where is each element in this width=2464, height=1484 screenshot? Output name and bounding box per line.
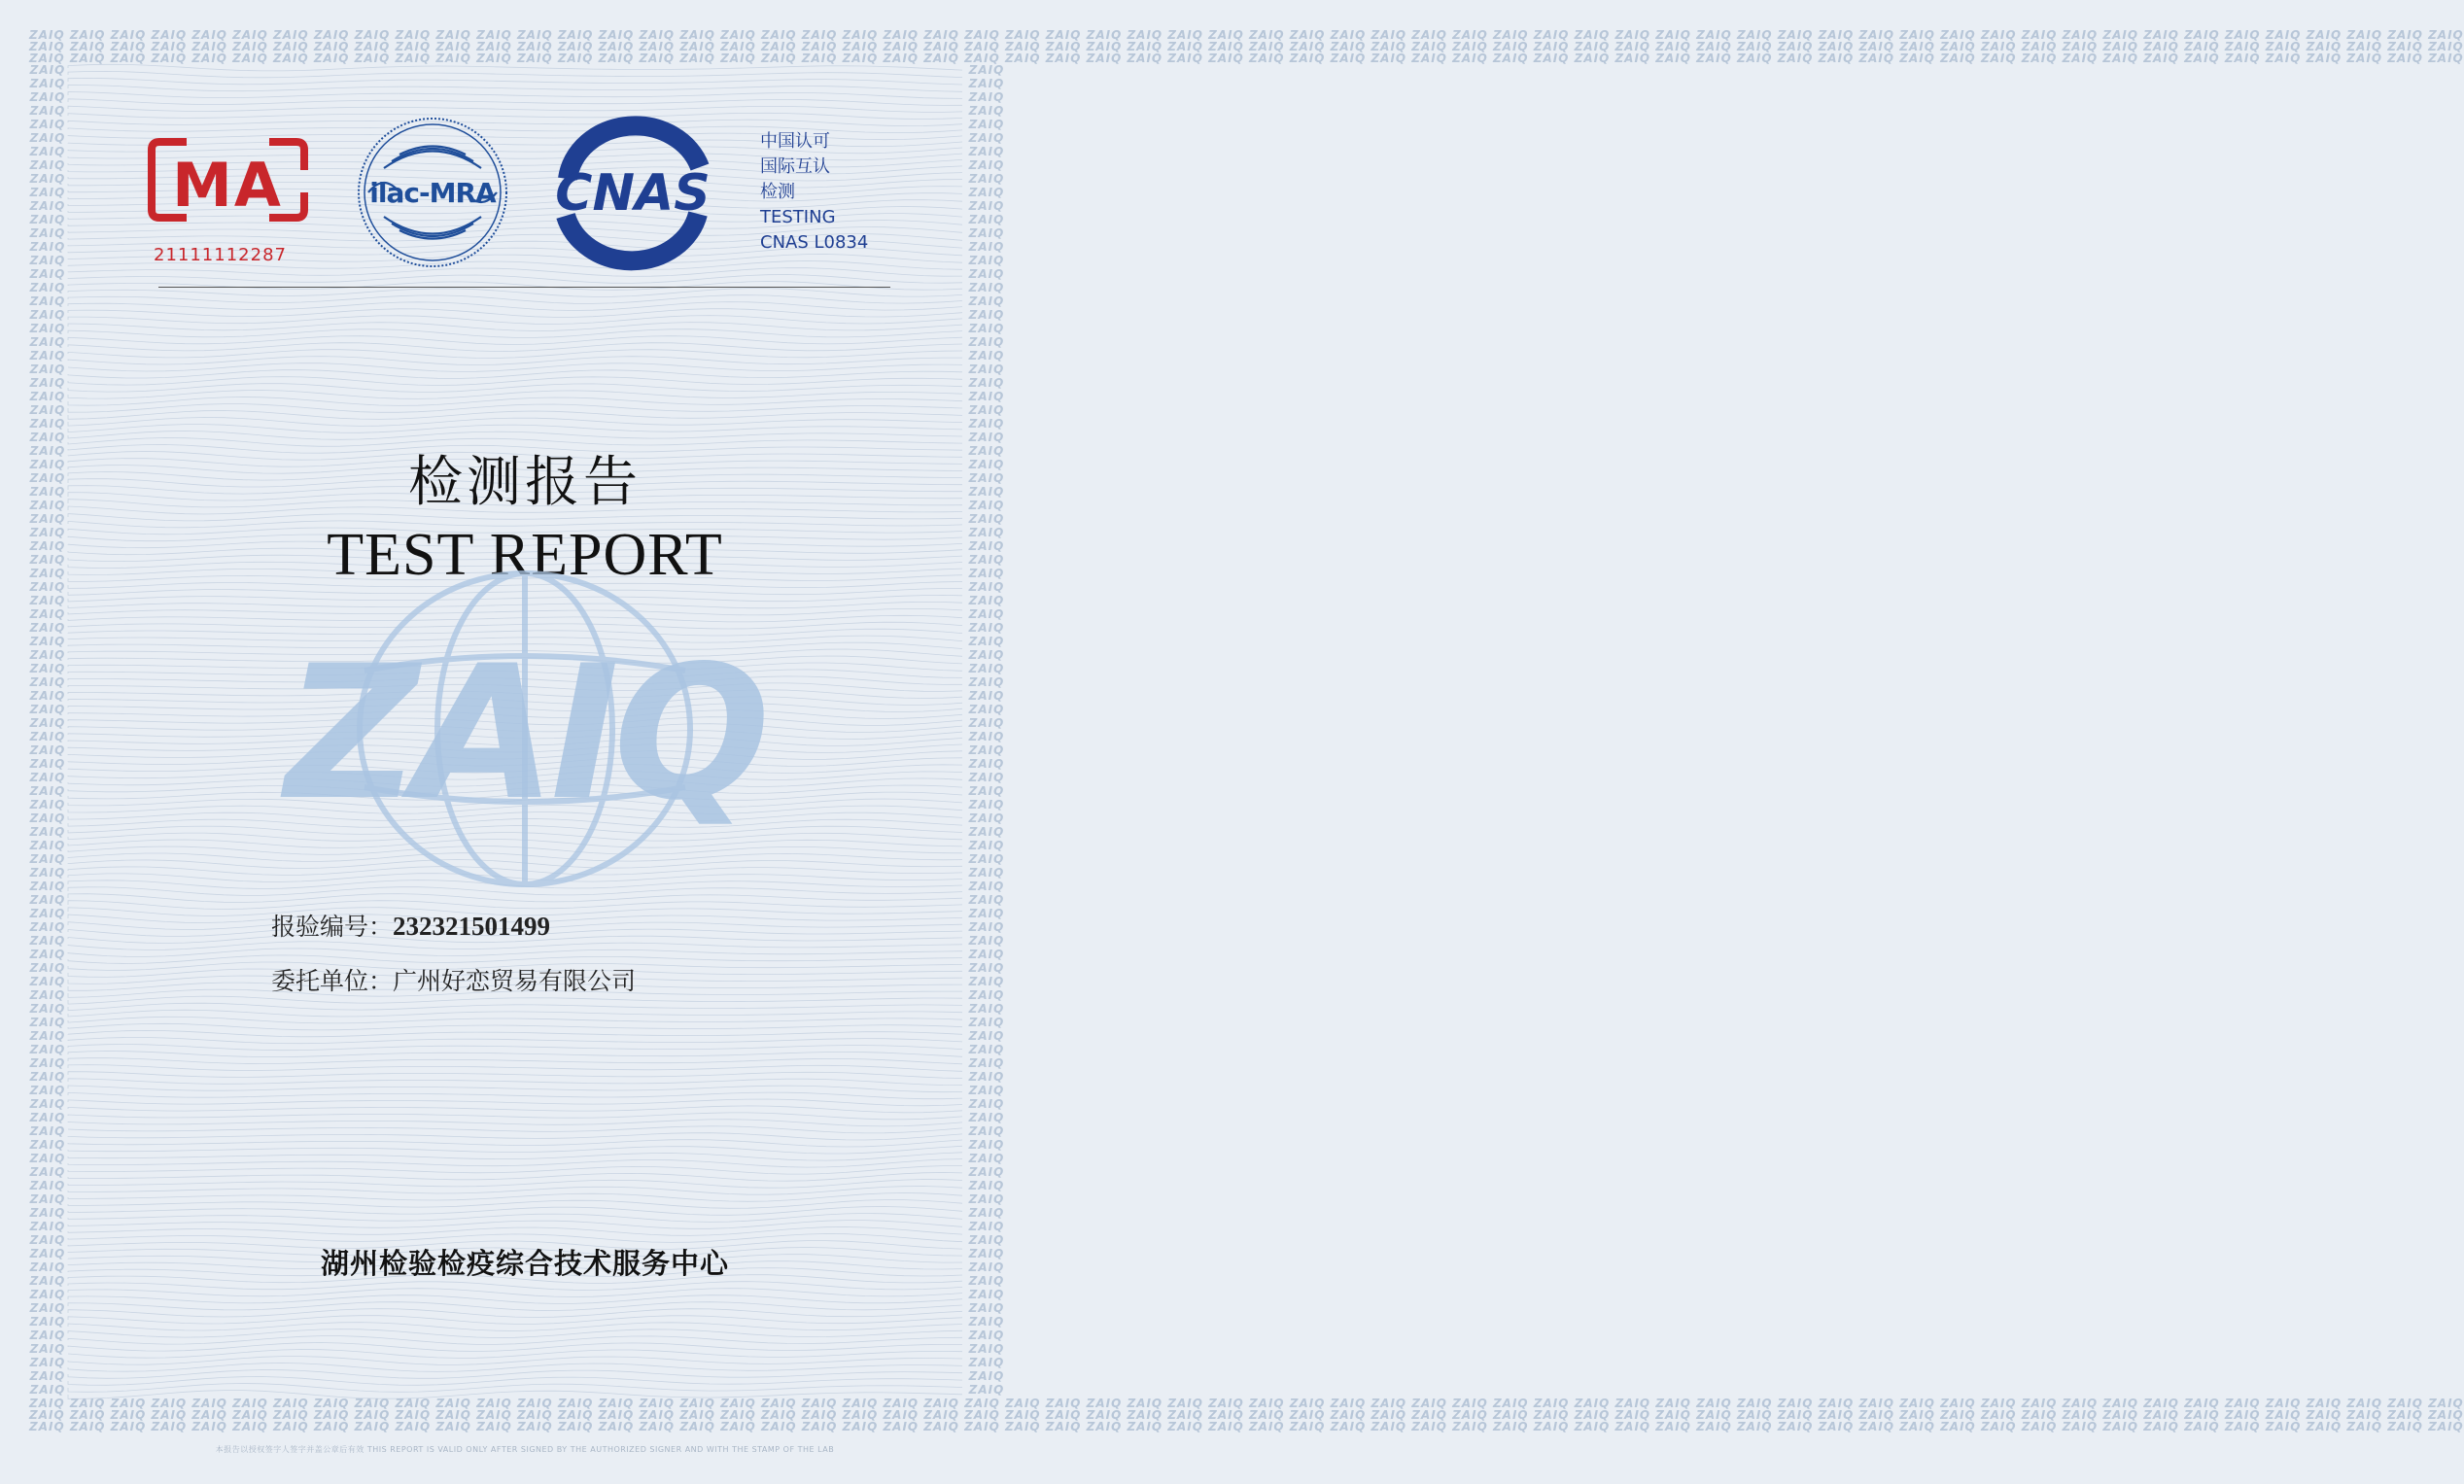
guilloche-line [68,1072,962,1079]
guilloche-line [68,1295,962,1304]
border-pattern-cell: ZAIQ [29,1016,66,1029]
report-title-cn: 检测报告 [408,451,642,514]
guilloche-line [68,1045,962,1051]
border-pattern-cell: ZAIQ [29,362,66,376]
border-pattern-cell: ZAIQ [29,186,66,199]
report-number-field [271,908,550,943]
border-pattern-cell: ZAIQ [29,118,66,131]
border-pattern-cell: ZAIQ [29,607,66,621]
border-pattern-cell: ZAIQ [968,1383,1005,1397]
border-pattern-cell: ZAIQ [968,526,1005,539]
guilloche-line [68,1173,962,1182]
client-field [271,962,636,997]
border-pattern-cell: ZAIQ [29,294,66,308]
border-pattern-cell: ZAIQ [29,1206,66,1220]
border-pattern-cell: ZAIQ [968,1056,1005,1070]
guilloche-line [68,391,962,399]
client-value: 广州好恋贸易有限公司 [393,967,637,995]
border-pattern-cell: ZAIQ [968,158,1005,172]
cma-number: 21111112287 [154,245,287,265]
border-pattern-cell: ZAIQ [968,444,1005,458]
border-pattern-cell: ZAIQ [29,335,66,349]
border-pattern-cell: ZAIQ [968,1274,1005,1288]
border-pattern-cell: ZAIQ [29,852,66,866]
border-pattern-cell: ZAIQ [29,499,66,512]
border-pattern-cell: ZAIQ [29,1179,66,1192]
border-pattern-cell: ZAIQ [29,757,66,771]
border-pattern-bottom [29,1397,2464,1433]
border-pattern-cell: ZAIQ [968,948,1005,961]
border-pattern-cell: ZAIQ [29,675,66,689]
border-pattern-cell: ZAIQ [29,403,66,417]
guilloche-line [68,1003,962,1011]
border-pattern-row: ZAIQ ZAIQ ZAIQ ZAIQ ZAIQ ZAIQ ZAIQ ZAIQ ZAIQ ZAIQ ZAIQ ZAIQ ZAIQ ZAIQ ZAIQ ZAIQ ZAIQ ZAIQ ZAIQ ZAIQ ZAIQ ZAIQ ZAIQ ZAIQ ZAIQ ZAIQ ZAIQ ZAIQ ZAIQ ZAIQ ZAIQ ZAIQ ZAIQ ZAIQ ZAIQ ZAIQ ZAIQ ZAIQ ZAIQ ZAIQ ZAIQ ZAIQ ZAIQ ZAIQ ZAIQ ZAIQ ZAIQ ZAIQ ZAIQ ZAIQ ZAIQ ZAIQ ZAIQ ZAIQ ZAIQ ZAIQ ZAIQ ZAIQ ZAIQ ZAIQ [29,1408,2464,1422]
border-pattern-cell: ZAIQ [968,757,1005,771]
border-pattern-cell: ZAIQ [29,417,66,431]
report-number-label: 报验编号： [271,913,394,941]
border-pattern-cell: ZAIQ [29,1043,66,1056]
border-pattern-cell: ZAIQ [29,172,66,186]
guilloche-line [68,949,962,957]
border-pattern-cell: ZAIQ [29,866,66,880]
zaiq-watermark [185,564,865,894]
border-pattern-cell: ZAIQ [968,1070,1005,1084]
guilloche-line [68,370,962,379]
border-pattern-cell: ZAIQ [29,689,66,703]
border-pattern-cell: ZAIQ [968,934,1005,948]
border-pattern-cell: ZAIQ [968,907,1005,920]
guilloche-line [68,1079,962,1086]
border-pattern-cell: ZAIQ [29,907,66,920]
border-pattern-cell: ZAIQ [968,1152,1005,1165]
border-pattern-cell: ZAIQ [968,199,1005,213]
border-pattern-cell: ZAIQ [29,1233,66,1247]
border-pattern-cell: ZAIQ [968,1084,1005,1097]
guilloche-line [68,1146,962,1154]
guilloche-line [68,1010,962,1017]
border-pattern-cell: ZAIQ [968,1342,1005,1356]
border-pattern-cell: ZAIQ [29,1356,66,1369]
border-pattern-cell: ZAIQ [29,226,66,240]
border-pattern-cell: ZAIQ [968,648,1005,662]
border-pattern-cell: ZAIQ [29,1029,66,1043]
border-pattern-cell: ZAIQ [968,431,1005,444]
cnas-caption-line: CNAS L0834 [760,232,869,253]
border-pattern-cell: ZAIQ [968,1179,1005,1192]
border-pattern-cell: ZAIQ [29,431,66,444]
guilloche-line [68,113,962,119]
border-pattern-cell: ZAIQ [29,213,66,226]
border-pattern-cell: ZAIQ [968,988,1005,1002]
validity-footer-note: 本报告以授权签字人签字并盖公章后有效 THIS REPORT IS VALID ONLY AFTER SIGNED BY THE AUTHORIZED SIGNER AND WITH THE STAMP OF THE LAB [215,1445,835,1454]
border-pattern-cell: ZAIQ [968,186,1005,199]
guilloche-line [68,1113,962,1120]
guilloche-line [68,377,962,386]
border-pattern-cell: ZAIQ [29,662,66,675]
border-pattern-cell: ZAIQ [968,471,1005,485]
guilloche-line [68,363,962,372]
cma-logo [148,136,308,224]
border-pattern-cell: ZAIQ [29,526,66,539]
border-pattern-cell: ZAIQ [968,1247,1005,1260]
border-pattern-cell: ZAIQ [968,417,1005,431]
border-pattern-cell: ZAIQ [29,240,66,254]
border-pattern-cell: ZAIQ [29,621,66,635]
border-pattern-cell: ZAIQ [29,1138,66,1152]
border-pattern-row: ZAIQ ZAIQ ZAIQ ZAIQ ZAIQ ZAIQ ZAIQ ZAIQ ZAIQ ZAIQ ZAIQ ZAIQ ZAIQ ZAIQ ZAIQ ZAIQ ZAIQ ZAIQ ZAIQ ZAIQ ZAIQ ZAIQ ZAIQ ZAIQ ZAIQ ZAIQ ZAIQ ZAIQ ZAIQ ZAIQ ZAIQ ZAIQ ZAIQ ZAIQ ZAIQ ZAIQ ZAIQ ZAIQ ZAIQ ZAIQ ZAIQ ZAIQ ZAIQ ZAIQ ZAIQ ZAIQ ZAIQ ZAIQ ZAIQ ZAIQ ZAIQ ZAIQ ZAIQ ZAIQ ZAIQ ZAIQ ZAIQ ZAIQ ZAIQ ZAIQ [29,40,2464,53]
border-pattern-cell: ZAIQ [29,839,66,852]
border-pattern-cell: ZAIQ [29,485,66,499]
border-pattern-cell: ZAIQ [29,1247,66,1260]
guilloche-line [68,323,962,331]
border-pattern-cell: ZAIQ [968,839,1005,852]
border-pattern-left [29,64,66,1398]
border-pattern-cell: ZAIQ [29,961,66,975]
border-pattern-cell: ZAIQ [968,1369,1005,1383]
border-pattern-cell: ZAIQ [968,458,1005,471]
border-pattern-cell: ZAIQ [29,893,66,907]
guilloche-line [68,1023,962,1030]
guilloche-line [68,302,962,311]
guilloche-line [68,289,962,297]
border-pattern-cell: ZAIQ [29,1315,66,1329]
border-pattern-cell: ZAIQ [29,730,66,743]
border-pattern-cell: ZAIQ [29,254,66,267]
border-pattern-cell: ZAIQ [968,172,1005,186]
guilloche-line [68,1099,962,1106]
guilloche-line [68,1120,962,1126]
border-pattern-cell: ZAIQ [29,743,66,757]
border-pattern-cell: ZAIQ [968,1192,1005,1206]
guilloche-line [68,1289,962,1297]
guilloche-line [68,86,962,92]
header-divider [158,287,890,288]
border-pattern-cell: ZAIQ [968,1315,1005,1329]
border-pattern-cell: ZAIQ [968,771,1005,784]
border-pattern-cell: ZAIQ [968,362,1005,376]
guilloche-line [68,1065,962,1072]
border-pattern-cell: ZAIQ [968,1124,1005,1138]
border-pattern-cell: ZAIQ [968,240,1005,254]
border-pattern-cell: ZAIQ [29,798,66,811]
border-pattern-cell: ZAIQ [29,580,66,594]
border-pattern-cell: ZAIQ [968,322,1005,335]
guilloche-line [68,1086,962,1092]
guilloche-line [68,1193,962,1202]
border-pattern-cell: ZAIQ [29,1383,66,1397]
ilac-mra-logo [355,115,510,270]
border-pattern-cell: ZAIQ [29,349,66,362]
border-pattern-cell: ZAIQ [968,621,1005,635]
guilloche-line [68,1309,962,1318]
border-pattern-cell: ZAIQ [968,567,1005,580]
guilloche-line [68,1052,962,1057]
border-pattern-cell: ZAIQ [968,104,1005,118]
guilloche-line [68,1126,962,1133]
border-pattern-cell: ZAIQ [968,376,1005,390]
guilloche-line [68,282,962,291]
border-pattern-cell: ZAIQ [968,594,1005,607]
border-pattern-cell: ZAIQ [968,90,1005,104]
guilloche-line [68,275,962,284]
guilloche-line [68,78,962,85]
report-number-value: 232321501499 [393,912,551,941]
cnas-caption-line: 检测 [760,182,795,202]
guilloche-line [68,92,962,99]
border-pattern-cell: ZAIQ [29,444,66,458]
border-pattern-cell: ZAIQ [968,866,1005,880]
border-pattern-cell: ZAIQ [968,403,1005,417]
border-pattern-cell: ZAIQ [29,1274,66,1288]
border-pattern-cell: ZAIQ [968,1165,1005,1179]
border-pattern-cell: ZAIQ [29,716,66,730]
border-pattern-cell: ZAIQ [968,1260,1005,1274]
cnas-logo [540,122,725,259]
border-pattern-cell: ZAIQ [29,322,66,335]
border-pattern-cell: ZAIQ [29,703,66,716]
border-pattern-cell: ZAIQ [968,512,1005,526]
border-pattern-top [29,28,2464,65]
cma-logo-text: MA [172,150,283,221]
border-pattern-cell: ZAIQ [968,145,1005,158]
border-pattern-cell: ZAIQ [968,811,1005,825]
border-pattern-cell: ZAIQ [29,1084,66,1097]
border-pattern-cell: ZAIQ [968,1043,1005,1056]
border-pattern-cell: ZAIQ [29,471,66,485]
border-pattern-cell: ZAIQ [968,798,1005,811]
border-pattern-cell: ZAIQ [968,961,1005,975]
border-pattern-cell: ZAIQ [29,539,66,553]
guilloche-line [68,106,962,112]
report-title-en: TEST REPORT [327,522,723,588]
border-pattern-cell: ZAIQ [29,308,66,322]
border-pattern-cell: ZAIQ [29,1111,66,1124]
border-pattern-cell: ZAIQ [968,784,1005,798]
border-pattern-cell: ZAIQ [968,1356,1005,1369]
guilloche-line [68,1377,962,1386]
guilloche-line [68,268,962,277]
border-pattern-cell: ZAIQ [29,131,66,145]
border-pattern-cell: ZAIQ [968,390,1005,403]
border-pattern-cell: ZAIQ [968,349,1005,362]
guilloche-line [68,1207,962,1216]
border-pattern-cell: ZAIQ [29,158,66,172]
border-pattern-cell: ZAIQ [968,1097,1005,1111]
border-pattern-cell: ZAIQ [29,512,66,526]
border-pattern-cell: ZAIQ [968,1111,1005,1124]
border-pattern-cell: ZAIQ [968,1288,1005,1301]
border-pattern-cell: ZAIQ [29,1002,66,1016]
cnas-accreditation-caption [760,129,868,256]
border-pattern-cell: ZAIQ [29,771,66,784]
border-pattern-cell: ZAIQ [968,63,1005,77]
border-pattern-row: ZAIQ ZAIQ ZAIQ ZAIQ ZAIQ ZAIQ ZAIQ ZAIQ ZAIQ ZAIQ ZAIQ ZAIQ ZAIQ ZAIQ ZAIQ ZAIQ ZAIQ ZAIQ ZAIQ ZAIQ ZAIQ ZAIQ ZAIQ ZAIQ ZAIQ ZAIQ ZAIQ ZAIQ ZAIQ ZAIQ ZAIQ ZAIQ ZAIQ ZAIQ ZAIQ ZAIQ ZAIQ ZAIQ ZAIQ ZAIQ ZAIQ ZAIQ ZAIQ ZAIQ ZAIQ ZAIQ ZAIQ ZAIQ ZAIQ ZAIQ ZAIQ ZAIQ ZAIQ ZAIQ ZAIQ ZAIQ ZAIQ ZAIQ ZAIQ ZAIQ [29,52,2464,65]
border-pattern-cell: ZAIQ [29,934,66,948]
border-pattern-cell: ZAIQ [29,281,66,294]
border-pattern-cell: ZAIQ [29,948,66,961]
border-pattern-cell: ZAIQ [29,63,66,77]
border-pattern-cell: ZAIQ [29,458,66,471]
cnas-logo-text: CNAS [555,164,711,223]
border-pattern-cell: ZAIQ [29,376,66,390]
guilloche-line [68,1180,962,1189]
border-pattern-cell: ZAIQ [968,716,1005,730]
guilloche-line [68,1058,962,1064]
guilloche-line [68,1363,962,1372]
border-pattern-cell: ZAIQ [968,1002,1005,1016]
border-pattern-cell: ZAIQ [968,580,1005,594]
border-pattern-cell: ZAIQ [29,594,66,607]
guilloche-line [68,894,962,903]
border-pattern-cell: ZAIQ [968,920,1005,934]
guilloche-line [68,1282,962,1291]
border-pattern-cell: ZAIQ [29,635,66,648]
border-pattern-cell: ZAIQ [968,118,1005,131]
cnas-caption-line: TESTING [760,207,836,227]
border-pattern-cell: ZAIQ [29,920,66,934]
border-pattern-cell: ZAIQ [968,553,1005,567]
border-pattern-right [968,64,1005,1398]
border-pattern-cell: ZAIQ [29,104,66,118]
border-pattern-cell: ZAIQ [29,145,66,158]
border-pattern-cell: ZAIQ [29,880,66,893]
border-pattern-cell: ZAIQ [968,308,1005,322]
border-pattern-cell: ZAIQ [968,743,1005,757]
border-pattern-cell: ZAIQ [29,1220,66,1233]
border-pattern-cell: ZAIQ [968,485,1005,499]
guilloche-line [68,1140,962,1147]
border-pattern-cell: ZAIQ [29,553,66,567]
guilloche-line [68,1357,962,1365]
issuing-organization: 湖州检验检疫综合技术服务中心 [320,1247,729,1280]
guilloche-line [68,1370,962,1379]
border-pattern-cell: ZAIQ [29,1301,66,1315]
border-pattern-cell: ZAIQ [29,784,66,798]
border-pattern-cell: ZAIQ [29,1369,66,1383]
border-pattern-cell: ZAIQ [29,199,66,213]
border-pattern-cell: ZAIQ [968,852,1005,866]
guilloche-line [68,431,962,440]
watermark-text: ZAIQ [285,626,765,841]
guilloche-line [68,1038,962,1044]
border-pattern-cell: ZAIQ [29,1329,66,1342]
border-pattern-cell: ZAIQ [29,1192,66,1206]
border-pattern-cell: ZAIQ [29,390,66,403]
border-pattern-cell: ZAIQ [968,1329,1005,1342]
border-pattern-cell: ZAIQ [29,1152,66,1165]
border-pattern-cell: ZAIQ [29,825,66,839]
border-pattern-cell: ZAIQ [968,77,1005,90]
cnas-caption-line: 国际互认 [760,156,830,177]
guilloche-line [68,384,962,393]
border-pattern-cell: ZAIQ [968,1206,1005,1220]
border-pattern-cell: ZAIQ [29,267,66,281]
border-pattern-cell: ZAIQ [29,648,66,662]
guilloche-line [68,99,962,106]
border-pattern-row: ZAIQ ZAIQ ZAIQ ZAIQ ZAIQ ZAIQ ZAIQ ZAIQ ZAIQ ZAIQ ZAIQ ZAIQ ZAIQ ZAIQ ZAIQ ZAIQ ZAIQ ZAIQ ZAIQ ZAIQ ZAIQ ZAIQ ZAIQ ZAIQ ZAIQ ZAIQ ZAIQ ZAIQ ZAIQ ZAIQ ZAIQ ZAIQ ZAIQ ZAIQ ZAIQ ZAIQ ZAIQ ZAIQ ZAIQ ZAIQ ZAIQ ZAIQ ZAIQ ZAIQ ZAIQ ZAIQ ZAIQ ZAIQ ZAIQ ZAIQ ZAIQ ZAIQ ZAIQ ZAIQ ZAIQ ZAIQ ZAIQ ZAIQ ZAIQ ZAIQ [29,1397,2464,1410]
border-pattern-cell: ZAIQ [968,880,1005,893]
border-pattern-cell: ZAIQ [29,1056,66,1070]
client-label: 委托单位： [271,967,394,995]
border-pattern-cell: ZAIQ [968,635,1005,648]
guilloche-line [68,71,962,77]
border-pattern-cell: ZAIQ [29,77,66,90]
border-pattern-row: ZAIQ ZAIQ ZAIQ ZAIQ ZAIQ ZAIQ ZAIQ ZAIQ ZAIQ ZAIQ ZAIQ ZAIQ ZAIQ ZAIQ ZAIQ ZAIQ ZAIQ ZAIQ ZAIQ ZAIQ ZAIQ ZAIQ ZAIQ ZAIQ ZAIQ ZAIQ ZAIQ ZAIQ ZAIQ ZAIQ ZAIQ ZAIQ ZAIQ ZAIQ ZAIQ ZAIQ ZAIQ ZAIQ ZAIQ ZAIQ ZAIQ ZAIQ ZAIQ ZAIQ ZAIQ ZAIQ ZAIQ ZAIQ ZAIQ ZAIQ ZAIQ ZAIQ ZAIQ ZAIQ ZAIQ ZAIQ ZAIQ ZAIQ ZAIQ ZAIQ [29,28,2464,42]
guilloche-line [68,1133,962,1140]
guilloche-line [68,1092,962,1099]
border-pattern-cell: ZAIQ [968,213,1005,226]
border-pattern-cell: ZAIQ [968,1016,1005,1029]
cnas-caption-line: 中国认可 [760,131,830,152]
guilloche-line [68,1017,962,1023]
border-pattern-cell: ZAIQ [968,1138,1005,1152]
border-pattern-cell: ZAIQ [968,1233,1005,1247]
guilloche-line [68,1106,962,1113]
border-pattern-cell: ZAIQ [968,335,1005,349]
guilloche-line [68,309,962,318]
guilloche-line [68,1187,962,1195]
border-pattern-cell: ZAIQ [968,689,1005,703]
border-pattern-cell: ZAIQ [968,539,1005,553]
border-pattern-cell: ZAIQ [29,1070,66,1084]
border-pattern-cell: ZAIQ [968,1029,1005,1043]
guilloche-line [68,64,962,71]
border-pattern-cell: ZAIQ [29,988,66,1002]
border-pattern-cell: ZAIQ [29,1260,66,1274]
border-pattern-cell: ZAIQ [968,975,1005,988]
guilloche-line [68,1350,962,1359]
guilloche-line [68,316,962,325]
border-pattern-cell: ZAIQ [968,281,1005,294]
ilac-logo-text: ilac-MRA [369,177,496,209]
border-pattern-cell: ZAIQ [968,825,1005,839]
border-pattern-cell: ZAIQ [968,267,1005,281]
border-pattern-cell: ZAIQ [29,1288,66,1301]
guilloche-line [68,1302,962,1311]
border-pattern-cell: ZAIQ [29,1165,66,1179]
guilloche-line [68,1200,962,1209]
border-pattern-cell: ZAIQ [968,1220,1005,1233]
border-pattern-cell: ZAIQ [29,1342,66,1356]
guilloche-line [68,942,962,950]
border-pattern-cell: ZAIQ [968,1301,1005,1315]
guilloche-line [68,120,962,125]
border-pattern-cell: ZAIQ [29,90,66,104]
border-pattern-cell: ZAIQ [968,131,1005,145]
border-pattern-cell: ZAIQ [968,294,1005,308]
border-pattern-cell: ZAIQ [968,499,1005,512]
border-pattern-cell: ZAIQ [968,607,1005,621]
border-pattern-cell: ZAIQ [968,893,1005,907]
guilloche-line [68,295,962,304]
border-pattern-cell: ZAIQ [29,1124,66,1138]
guilloche-line [68,1030,962,1036]
border-pattern-cell: ZAIQ [29,567,66,580]
border-pattern-cell: ZAIQ [968,226,1005,240]
border-pattern-cell: ZAIQ [29,1097,66,1111]
border-pattern-row: ZAIQ ZAIQ ZAIQ ZAIQ ZAIQ ZAIQ ZAIQ ZAIQ ZAIQ ZAIQ ZAIQ ZAIQ ZAIQ ZAIQ ZAIQ ZAIQ ZAIQ ZAIQ ZAIQ ZAIQ ZAIQ ZAIQ ZAIQ ZAIQ ZAIQ ZAIQ ZAIQ ZAIQ ZAIQ ZAIQ ZAIQ ZAIQ ZAIQ ZAIQ ZAIQ ZAIQ ZAIQ ZAIQ ZAIQ ZAIQ ZAIQ ZAIQ ZAIQ ZAIQ ZAIQ ZAIQ ZAIQ ZAIQ ZAIQ ZAIQ ZAIQ ZAIQ ZAIQ ZAIQ ZAIQ ZAIQ ZAIQ ZAIQ ZAIQ ZAIQ [29,1420,2464,1433]
border-pattern-cell: ZAIQ [968,675,1005,689]
border-pattern-cell: ZAIQ [968,703,1005,716]
border-pattern-cell: ZAIQ [29,975,66,988]
border-pattern-cell: ZAIQ [968,662,1005,675]
border-pattern-cell: ZAIQ [29,811,66,825]
border-pattern-cell: ZAIQ [968,730,1005,743]
border-pattern-cell: ZAIQ [968,254,1005,267]
